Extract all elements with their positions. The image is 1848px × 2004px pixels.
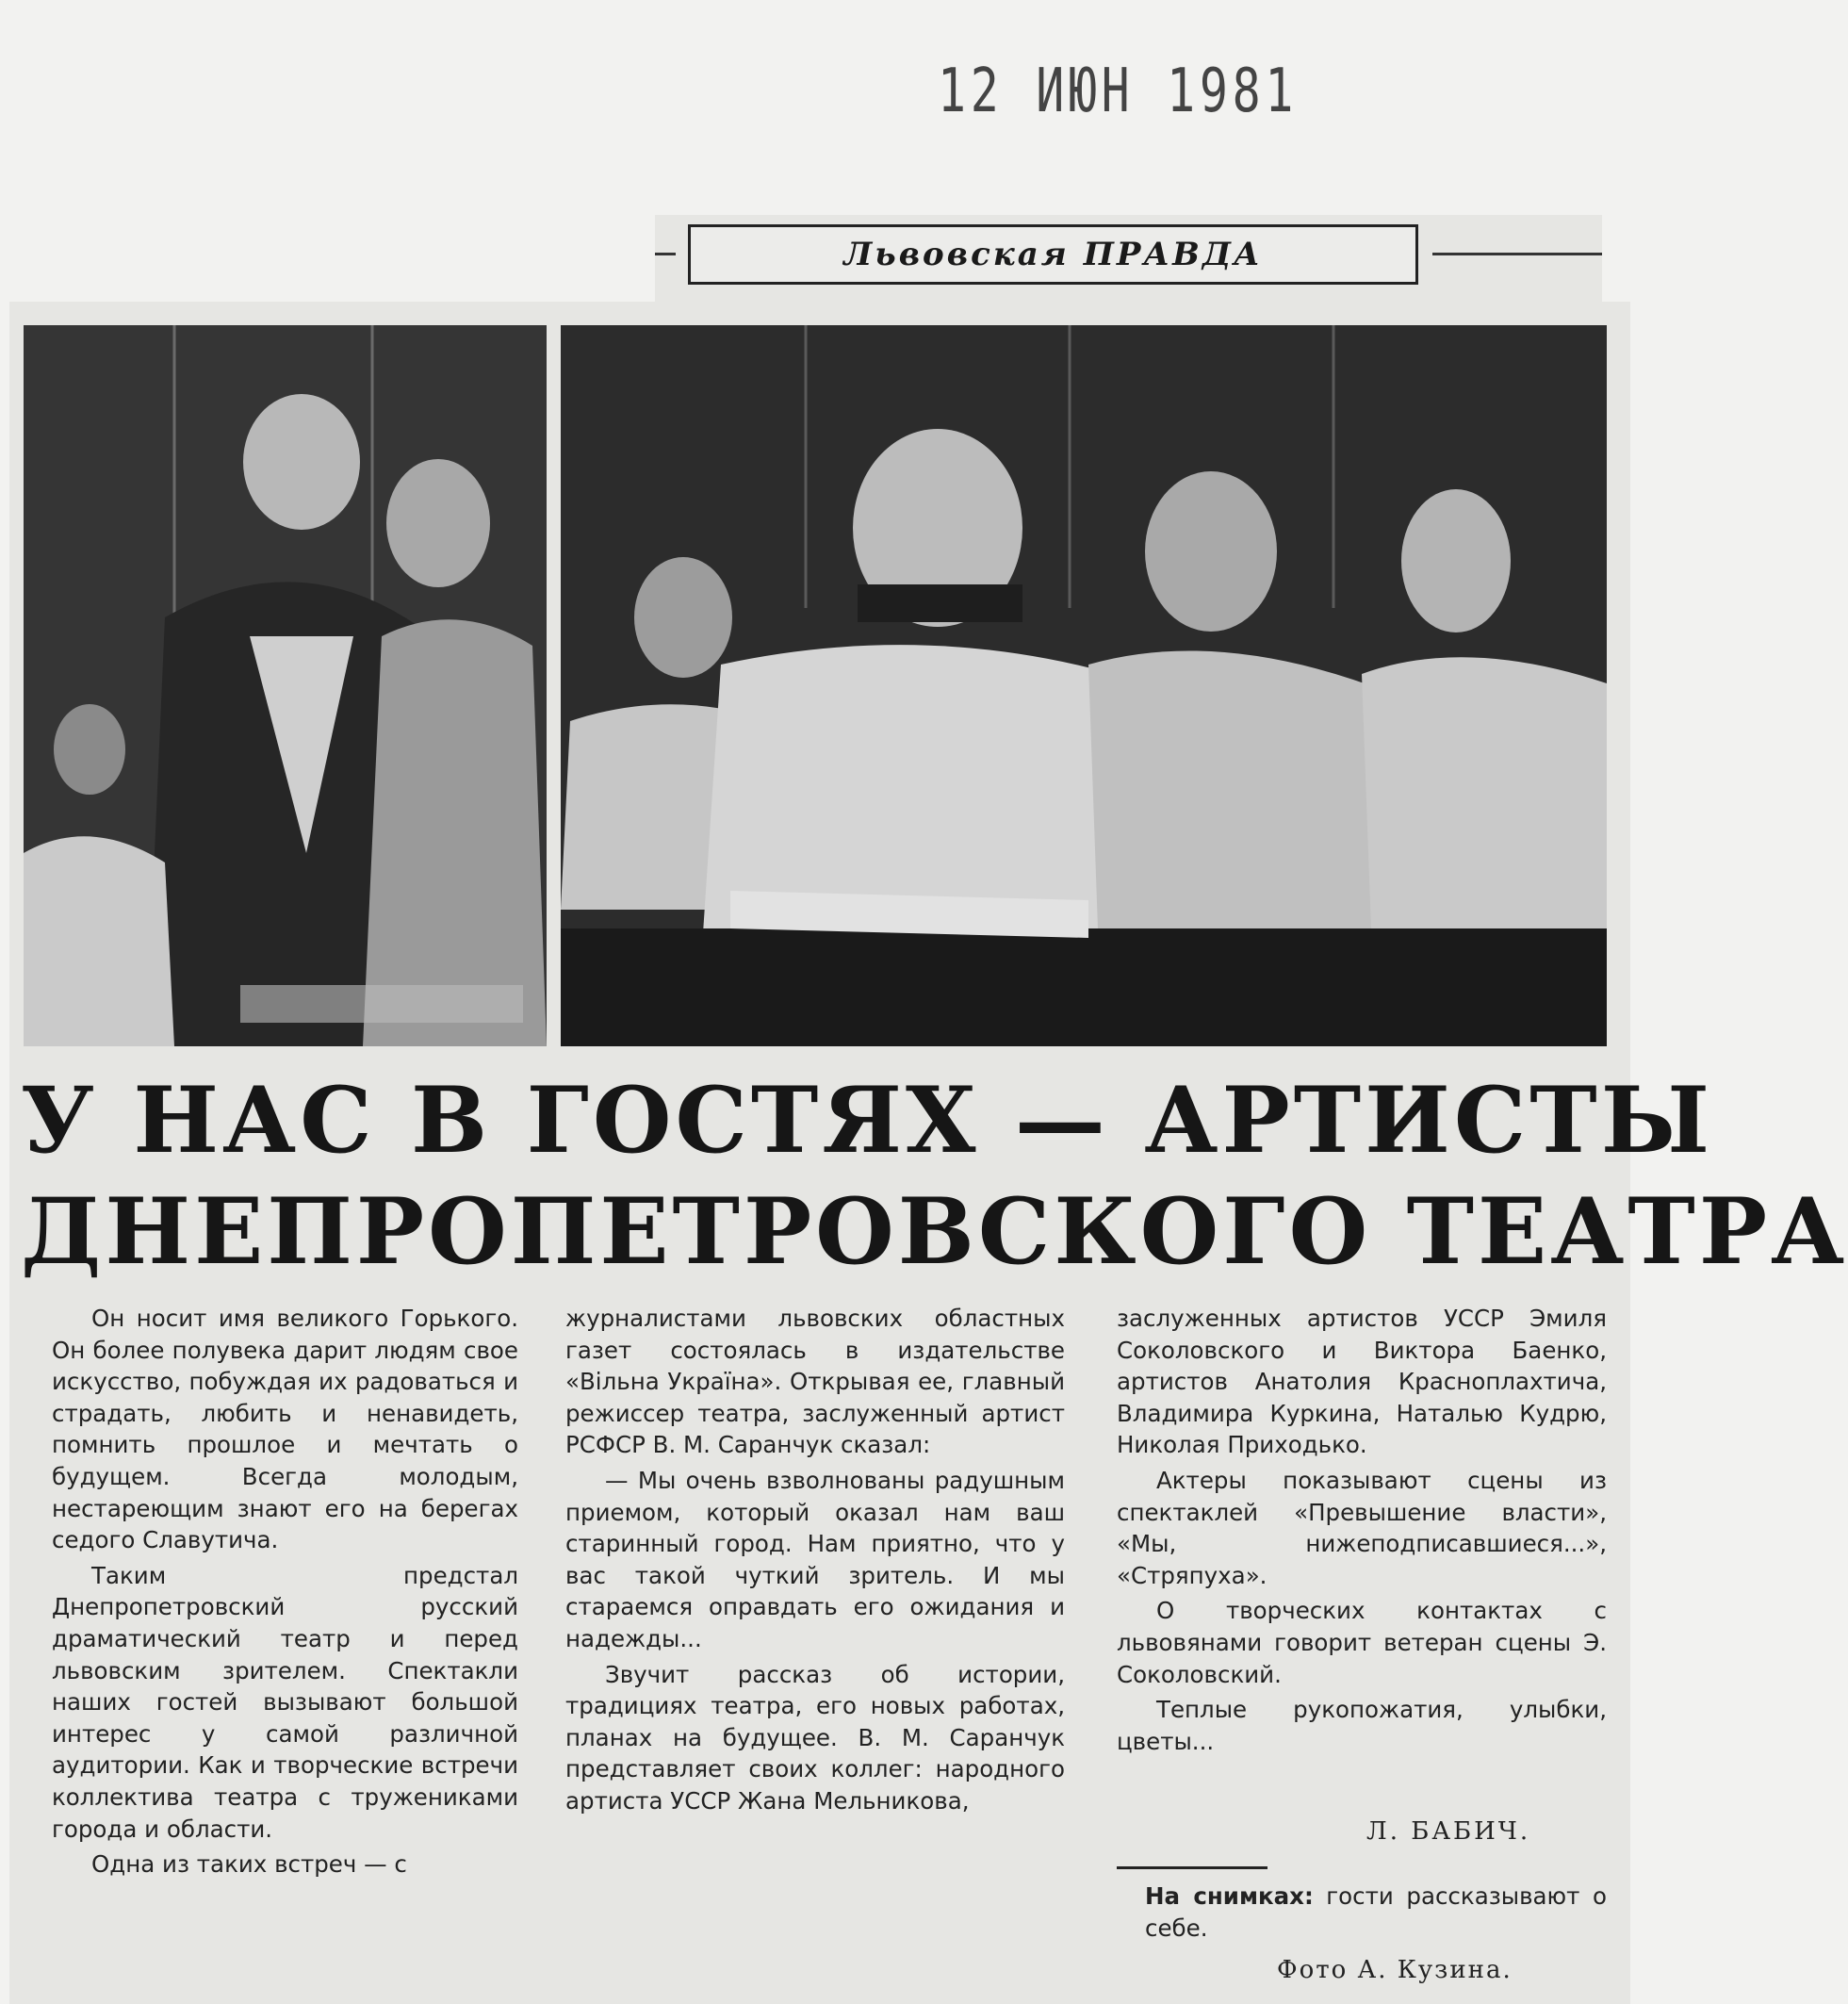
masthead-rule-left (655, 253, 676, 255)
paragraph: заслуженных артистов УССР Эмиля Соколовского и Виктора Баенко, артистов Анатолия Красноплахтича, Владимира Куркина, Наталью Кудрю, Николая Приходько. (1117, 1305, 1607, 1459)
paragraph: О творческих контактах с львовянами говорит ветеран сцены Э. Соколовский. (1117, 1597, 1607, 1688)
masthead-rule-right (1432, 253, 1602, 255)
caption-text: гости рассказывают о себе. (1145, 1882, 1607, 1942)
article-column-1 (52, 1303, 518, 1881)
headline (21, 1065, 1848, 1288)
paragraph: — Мы очень взволнованы радушным приемом, который оказал нам ваш старинный город. Нам приятно, что у вас такой чуткий зритель. И мы стараемся оправдать его ожидания и надежды... (565, 1466, 1065, 1652)
caption-divider (1117, 1866, 1267, 1869)
left-photo (24, 325, 547, 1046)
photo-caption (1145, 1881, 1607, 1945)
author-signature: Л. БАБИЧ. (1366, 1817, 1531, 1846)
date-stamp: 12 ИЮН 1981 (938, 57, 1299, 126)
newspaper-masthead: Львовская ПРАВДА (688, 224, 1418, 285)
paragraph: Одна из таких встреч — с (91, 1850, 407, 1879)
article-column-2 (565, 1303, 1065, 1817)
article-column-3 (1117, 1303, 1607, 1757)
paragraph: Актеры показывают сцены из спектаклей «Превышение власти», «Мы, нижеподписавшиеся...», «Стряпуха». (1117, 1466, 1607, 1589)
headline-line-1: У НАС В ГОСТЯХ — АРТИСТЫ (21, 1067, 1714, 1174)
paragraph: Звучит рассказ об истории, традициях театра, его новых работах, планах на будущее. В. М. Саранчук представляет своих коллег: народного артиста УССР Жана Мельникова, (565, 1660, 1065, 1815)
paragraph: Он носит имя великого Горького. Он более полувека дарит людям свое искусство, побуждая их радоваться и страдать, любить и ненавидеть, помнить прошлое и мечтать о будущем. Всегда молодым, нестареющим знают его на берегах седого Славутича. (52, 1305, 518, 1554)
headline-line-2: ДНЕПРОПЕТРОВСКОГО ТЕАТРА (21, 1178, 1848, 1285)
right-photo (561, 325, 1607, 1046)
photo-credit: Фото А. Кузина. (1277, 1956, 1513, 1984)
paragraph: Таким предстал Днепропетровский русский драматический театр и перед львовским зрителем. Спектакли наших гостей вызывают большой интерес у самой различной аудитории. Как и творческие встречи коллектива театра с тружениками города и области. (52, 1561, 518, 1843)
paragraph: журналистами львовских областных газет состоялась в издательстве «Вільна Україна». Открывая ее, главный режиссер театра, заслуженный артист РСФСР В. М. Саранчук сказал: (565, 1305, 1065, 1459)
caption-lead: На снимках: (1145, 1882, 1314, 1910)
paragraph: Теплые рукопожатия, улыбки, цветы... (1117, 1696, 1607, 1755)
